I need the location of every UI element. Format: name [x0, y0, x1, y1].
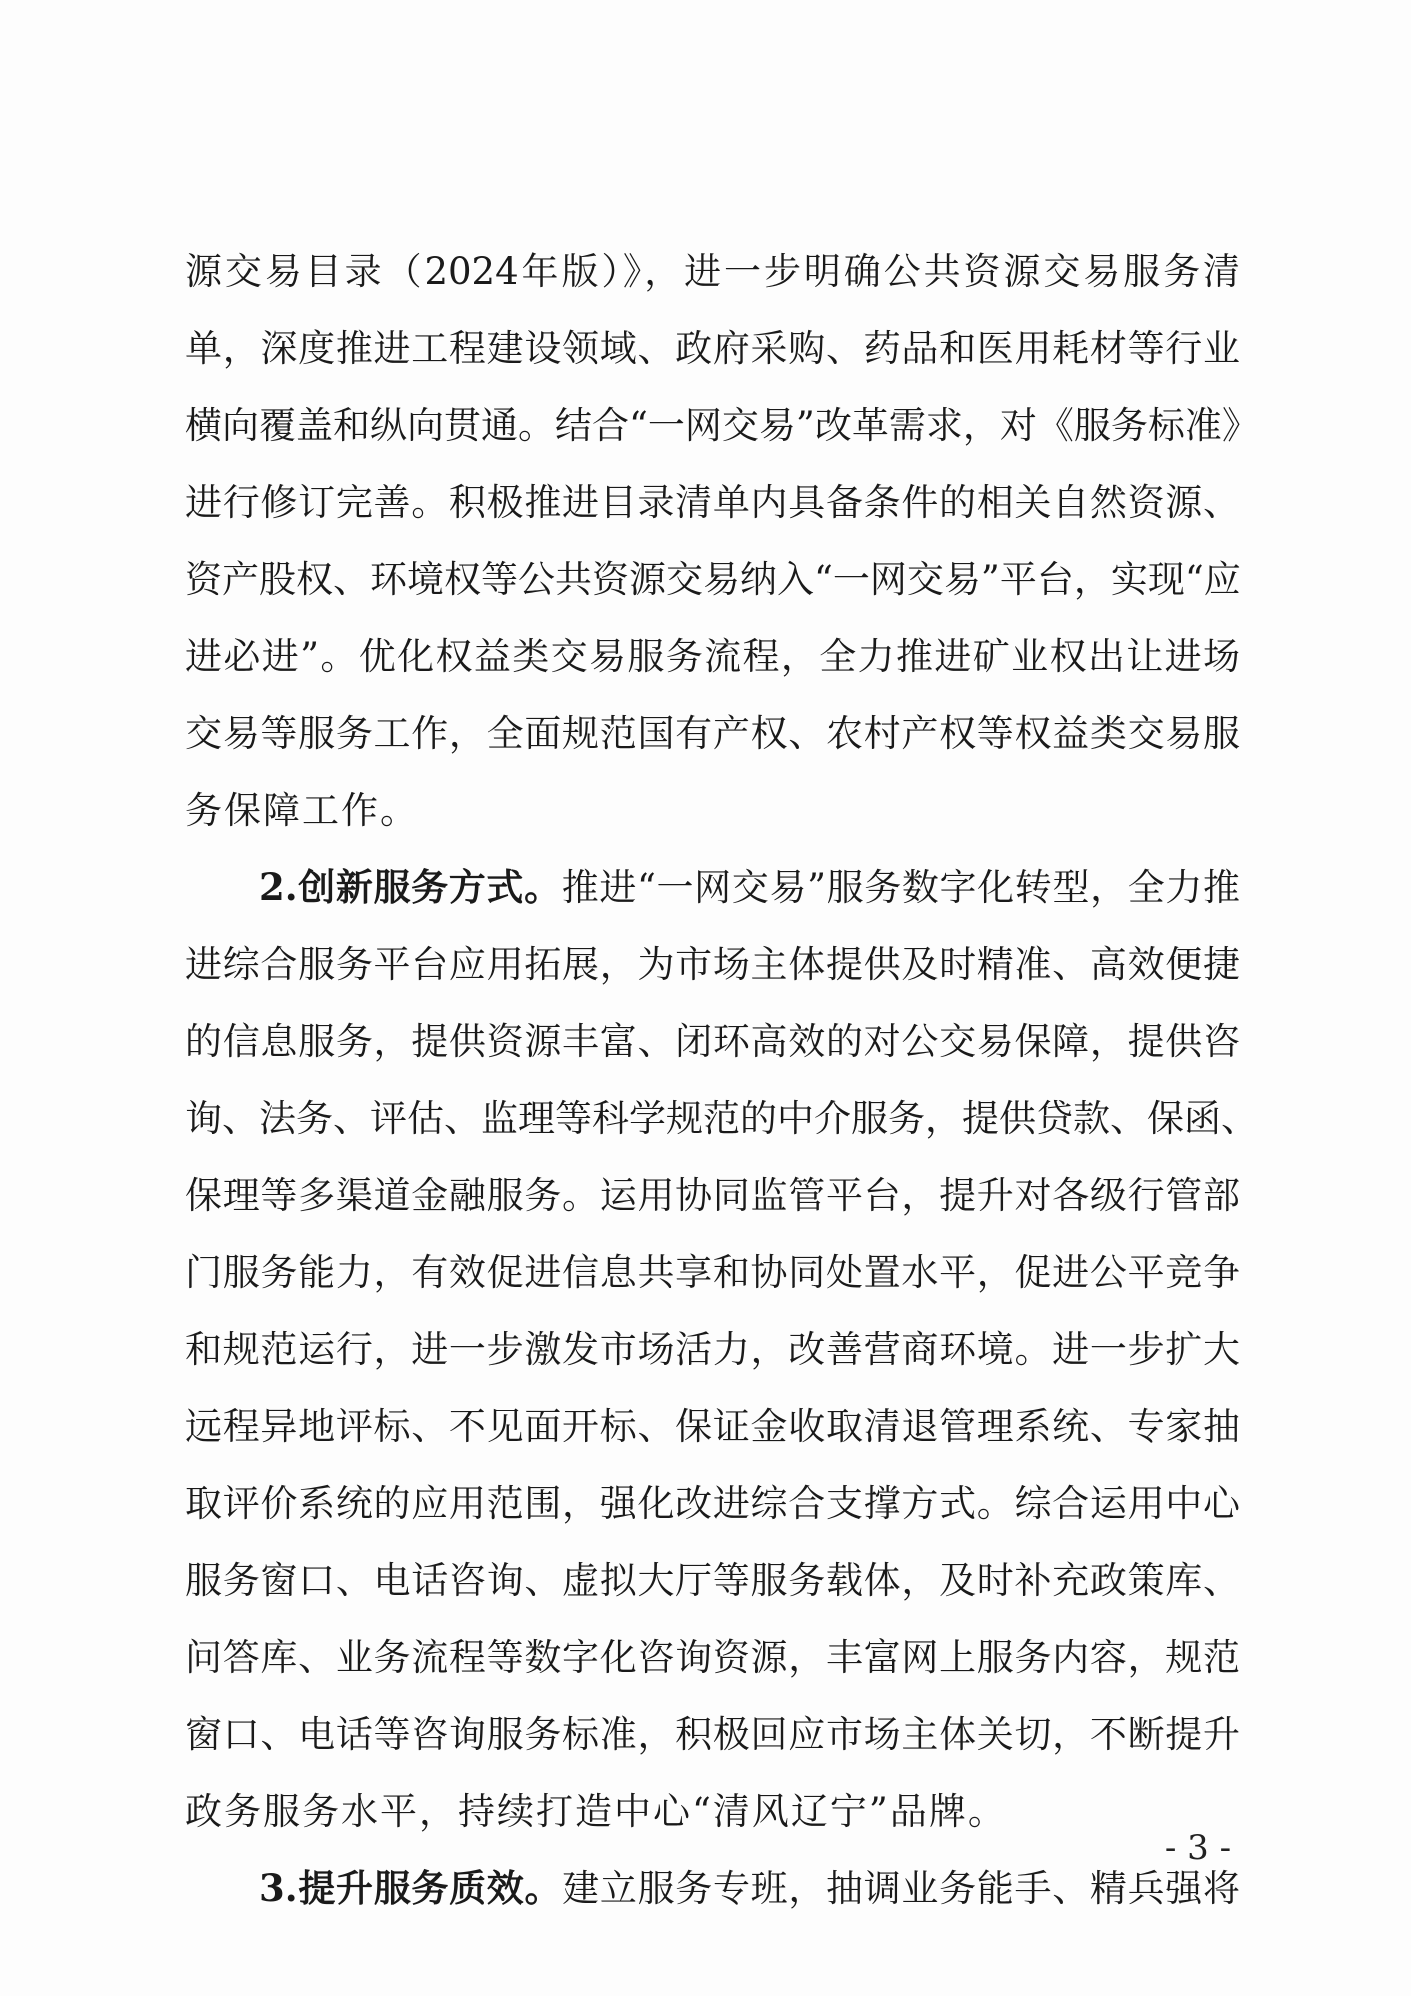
paragraph-line: 问答库、业务流程等数字化咨询资源，丰富网上服务内容，规范	[185, 1636, 1240, 1679]
paragraph-line: 窗口、电话等咨询服务标准，积极回应市场主体关切，不断提升	[185, 1713, 1240, 1756]
paragraph-line-text: 建立服务专班，抽调业务能手、精兵强将	[562, 1867, 1240, 1910]
paragraph-line: 进必进”。优化权益类交易服务流程，全力推进矿业权出让进场	[185, 635, 1240, 678]
paragraph-line: 源交易目录（2024年版）》，进一步明确公共资源交易服务清	[185, 250, 1240, 293]
paragraph-line: 进行修订完善。积极推进目录清单内具备条件的相关自然资源、	[185, 481, 1240, 524]
paragraph-3	[185, 1850, 1240, 1927]
paragraph-line: 交易等服务工作，全面规范国有产权、农村产权等权益类交易服	[185, 712, 1240, 755]
paragraph-line: 服务窗口、电话咨询、虚拟大厅等服务载体，及时补充政策库、	[185, 1559, 1240, 1602]
paragraph-line: 取评价系统的应用范围，强化改进综合支撑方式。综合运用中心	[185, 1482, 1240, 1525]
paragraph-line: 远程异地评标、不见面开标、保证金收取清退管理系统、专家抽	[185, 1405, 1240, 1448]
paragraph-line: 进综合服务平台应用拓展，为市场主体提供及时精准、高效便捷	[185, 943, 1240, 986]
paragraph-line: 询、法务、评估、监理等科学规范的中介服务，提供贷款、保函、	[185, 1097, 1258, 1140]
paragraph-1	[185, 233, 1259, 849]
section-heading-innovate-service: 2.创新服务方式。	[259, 865, 562, 909]
paragraph-line-text: 推进“一网交易”服务数字化转型，全力推	[561, 866, 1240, 909]
paragraph-line: 的信息服务，提供资源丰富、闭环高效的对公交易保障，提供咨	[185, 1020, 1240, 1063]
page-number: - 3 -	[1164, 1828, 1232, 1868]
paragraph-first-line	[185, 849, 1240, 926]
paragraph-first-line	[185, 1850, 1240, 1927]
paragraph-line: 单，深度推进工程建设领域、政府采购、药品和医用耗材等行业	[185, 327, 1240, 370]
paragraph-line: 政务服务水平，持续打造中心“清风辽宁”品牌。	[185, 1790, 1007, 1833]
paragraph-line: 资产股权、环境权等公共资源交易纳入“一网交易”平台，实现“应	[185, 558, 1241, 601]
paragraph-line: 和规范运行，进一步激发市场活力，改善营商环境。进一步扩大	[185, 1328, 1240, 1371]
document-body	[185, 233, 1259, 1927]
paragraph-line: 保理等多渠道金融服务。运用协同监管平台，提升对各级行管部	[185, 1174, 1240, 1217]
paragraph-2	[185, 849, 1258, 1850]
paragraph-line: 务保障工作。	[185, 789, 419, 832]
paragraph-line: 横向覆盖和纵向贯通。结合“一网交易”改革需求，对《服务标准》	[185, 404, 1259, 447]
section-heading-improve-quality: 3.提升服务质效。	[259, 1866, 563, 1910]
paragraph-line: 门服务能力，有效促进信息共享和协同处置水平，促进公平竞争	[185, 1251, 1240, 1294]
